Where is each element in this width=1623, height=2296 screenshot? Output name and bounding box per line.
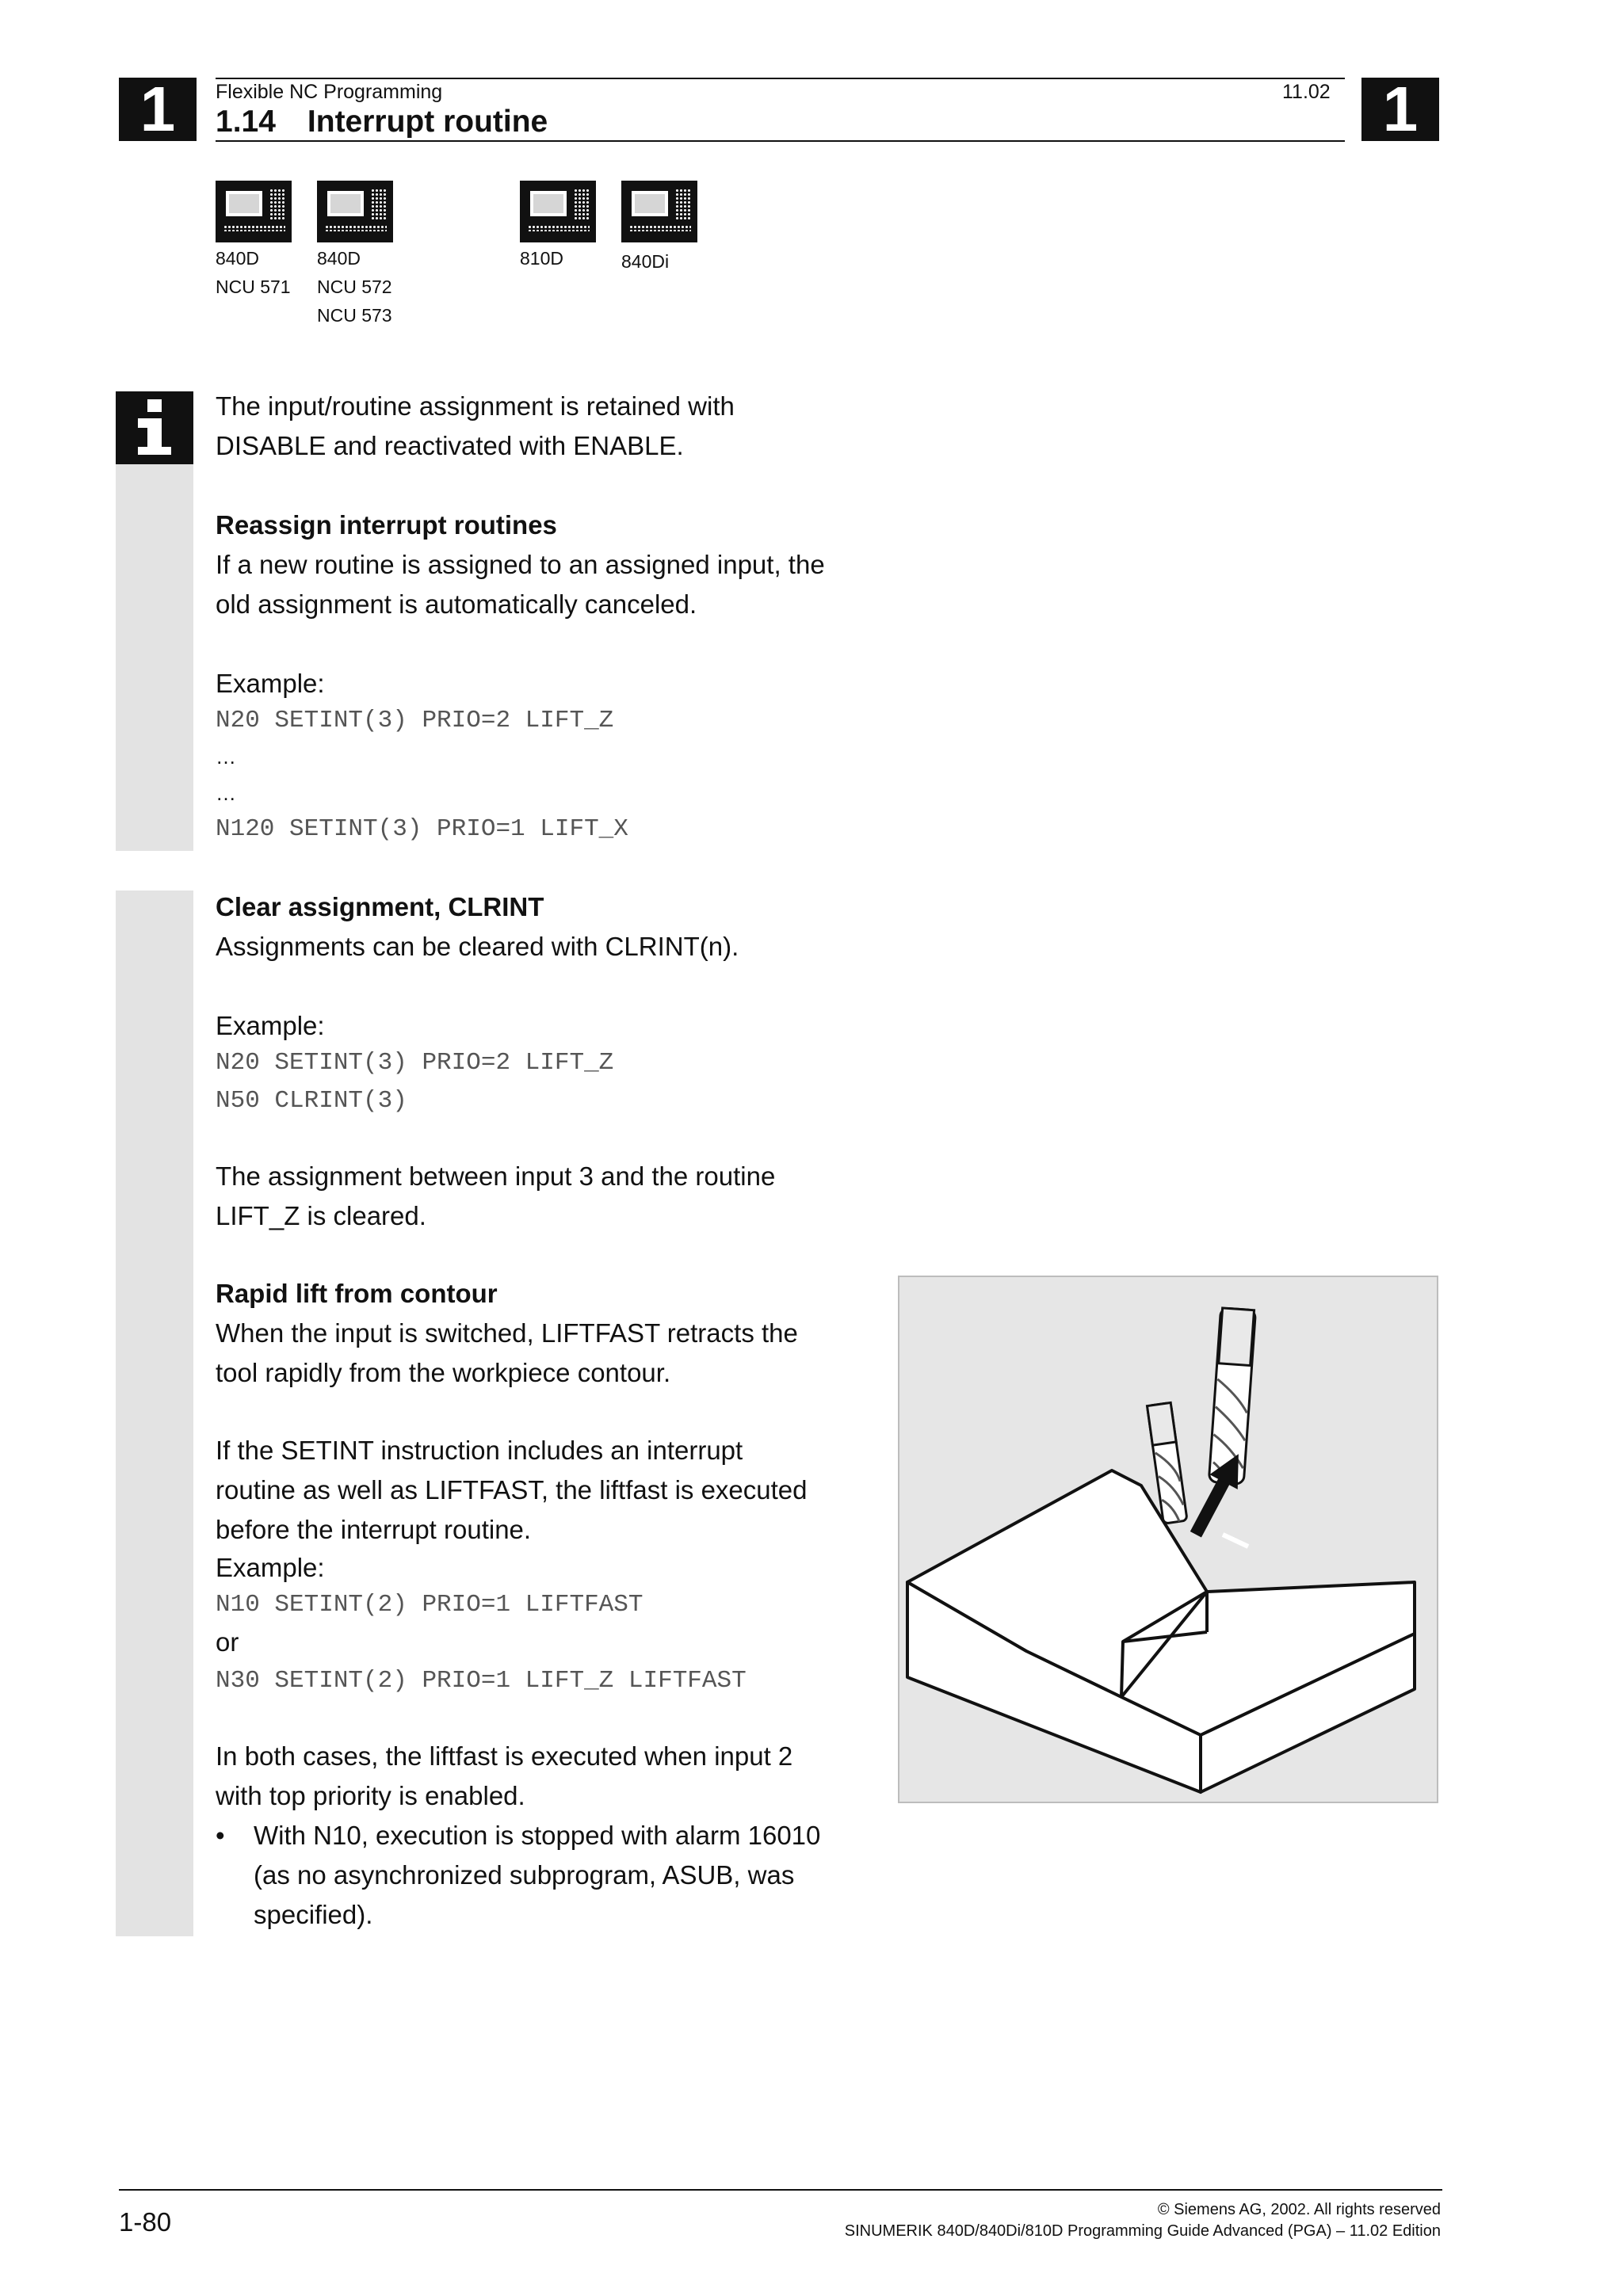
bullet-symbol: • bbox=[216, 1821, 225, 1850]
bullet-line: specified). bbox=[254, 1900, 373, 1929]
example-label: Example: bbox=[216, 1553, 325, 1582]
reassign-heading: Reassign interrupt routines bbox=[216, 510, 557, 540]
section-label: Flexible NC Programming bbox=[216, 81, 443, 103]
both-line: with top priority is enabled. bbox=[216, 1781, 525, 1810]
control-label-840di: 840Di bbox=[621, 251, 670, 272]
chapter-number-left: 1 bbox=[119, 78, 197, 141]
clear-heading: Clear assignment, CLRINT bbox=[216, 892, 544, 921]
bullet-line: With N10, execution is stopped with alarm 16010 bbox=[254, 1821, 821, 1850]
control-panel-icon bbox=[317, 181, 393, 242]
control-label-840d-571: 840D NCU 571 bbox=[216, 248, 291, 297]
example-label: Example: bbox=[216, 1011, 325, 1040]
setint-line: routine as well as LIFTFAST, the liftfast is executed bbox=[216, 1475, 808, 1505]
clear-line: Assignments can be cleared with CLRINT(n). bbox=[216, 932, 739, 961]
info-paragraph-line: DISABLE and reactivated with ENABLE. bbox=[216, 431, 684, 460]
footer-rule bbox=[119, 2189, 1442, 2191]
rapid-heading: Rapid lift from contour bbox=[216, 1279, 498, 1308]
control-panel-icon bbox=[216, 181, 292, 242]
code-line: N50 CLRINT(3) bbox=[216, 1087, 407, 1115]
rapid-line: tool rapidly from the workpiece contour. bbox=[216, 1358, 671, 1387]
page-title bbox=[216, 105, 548, 139]
info-paragraph-line: The input/routine assignment is retained with bbox=[216, 391, 735, 421]
reassign-line: If a new routine is assigned to an assigned input, the bbox=[216, 550, 825, 579]
document-title: SINUMERIK 840D/840Di/810D Programming Guide Advanced (PGA) – 11.02 Edition bbox=[844, 2222, 1441, 2240]
code-line: N30 SETINT(2) PRIO=1 LIFT_Z LIFTFAST bbox=[216, 1667, 747, 1695]
control-panel-icon bbox=[621, 181, 697, 242]
ellipsis-line: … bbox=[216, 745, 236, 769]
edition-label: 11.02 bbox=[1282, 81, 1331, 103]
example-label: Example: bbox=[216, 669, 325, 698]
rapid-line: When the input is switched, LIFTFAST retracts the bbox=[216, 1318, 798, 1348]
page-number: 1-80 bbox=[119, 2207, 172, 2237]
liftfast-illustration bbox=[898, 1276, 1438, 1803]
control-label-840d-572: 840D NCU 572 NCU 573 bbox=[317, 248, 392, 326]
ellipsis-line: … bbox=[216, 781, 236, 805]
title-number: 1.14 bbox=[216, 105, 276, 139]
reassign-line: old assignment is automatically canceled. bbox=[216, 589, 697, 619]
control-label-810d: 810D bbox=[520, 248, 563, 269]
copyright: © Siemens AG, 2002. All rights reserved bbox=[1157, 2201, 1441, 2218]
setint-line: before the interrupt routine. bbox=[216, 1515, 532, 1544]
assignment-line: LIFT_Z is cleared. bbox=[216, 1201, 426, 1230]
chapter-number-right: 1 bbox=[1361, 78, 1439, 141]
bullet-line: (as no asynchronized subprogram, ASUB, was bbox=[254, 1860, 795, 1890]
title-text: Interrupt routine bbox=[307, 105, 548, 139]
code-line: N20 SETINT(3) PRIO=2 LIFT_Z bbox=[216, 707, 614, 734]
code-line: N10 SETINT(2) PRIO=1 LIFTFAST bbox=[216, 1591, 643, 1619]
control-panel-icon bbox=[520, 181, 596, 242]
sidebar-marker bbox=[116, 891, 193, 1936]
or-label: or bbox=[216, 1627, 239, 1657]
code-line: N120 SETINT(3) PRIO=1 LIFT_X bbox=[216, 815, 628, 843]
code-line: N20 SETINT(3) PRIO=2 LIFT_Z bbox=[216, 1049, 614, 1077]
info-icon bbox=[116, 391, 193, 464]
both-line: In both cases, the liftfast is executed when input 2 bbox=[216, 1741, 793, 1771]
header-top-rule bbox=[216, 78, 1345, 79]
header-bottom-rule bbox=[216, 140, 1345, 142]
setint-line: If the SETINT instruction includes an interrupt bbox=[216, 1436, 743, 1465]
assignment-line: The assignment between input 3 and the routine bbox=[216, 1161, 776, 1191]
